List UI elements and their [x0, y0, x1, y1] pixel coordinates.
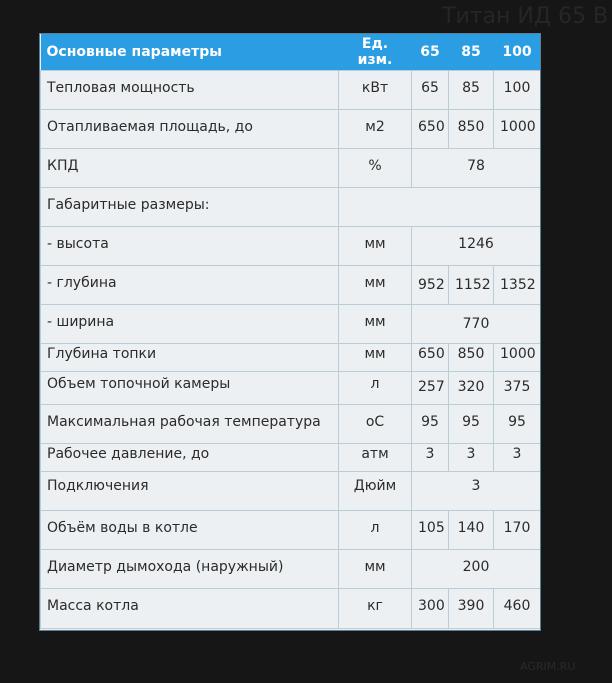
row-unit: мм [339, 550, 412, 589]
row-value-merged: 1246 [412, 227, 541, 266]
table-row [41, 266, 541, 305]
row-name: - ширина [41, 305, 339, 344]
row-value-65: 650 [412, 110, 449, 149]
header-model-85: 85 [449, 34, 494, 71]
row-value-65: 3 [412, 444, 449, 472]
row-name: Габаритные размеры: [41, 188, 339, 227]
table-row [41, 472, 541, 511]
table-row [41, 589, 541, 629]
table-row [41, 188, 541, 227]
background-footer: AGRIM.RU [520, 660, 576, 673]
row-value-merged: 3 [412, 472, 541, 511]
row-unit: оС [339, 405, 412, 444]
row-value-85: 140 [449, 511, 494, 550]
row-value-100: 375 [494, 372, 541, 405]
table-row [41, 405, 541, 444]
row-value-65: 300 [412, 589, 449, 629]
row-name: Глубина топки [41, 344, 339, 372]
row-name: Объем топочной камеры [41, 372, 339, 405]
row-unit: м2 [339, 110, 412, 149]
row-name: Подключения [41, 472, 339, 511]
row-name: Рабочее давление, до [41, 444, 339, 472]
table-row [41, 372, 541, 405]
row-unit: Дюйм [339, 472, 412, 511]
table-row [41, 550, 541, 589]
header-unit: Ед. изм. [339, 34, 412, 71]
row-value-65: 650 [412, 344, 449, 372]
row-value-merged: 770 [412, 305, 541, 344]
header-model-65: 65 [412, 34, 449, 71]
table-row [41, 305, 541, 344]
row-unit: мм [339, 305, 412, 344]
row-name: - глубина [41, 266, 339, 305]
row-value-85: 3 [449, 444, 494, 472]
header-model-100: 100 [494, 34, 541, 71]
row-empty-cell [339, 188, 541, 227]
table-row [41, 344, 541, 372]
row-unit: % [339, 149, 412, 188]
table-row [41, 71, 541, 110]
row-name: КПД [41, 149, 339, 188]
row-unit: л [339, 372, 412, 405]
row-name: Масса котла [41, 589, 339, 629]
row-value-85: 850 [449, 344, 494, 372]
row-value-merged: 78 [412, 149, 541, 188]
row-unit: кВт [339, 71, 412, 110]
row-unit: л [339, 511, 412, 550]
row-unit: кг [339, 589, 412, 629]
row-value-65: 257 [412, 372, 449, 405]
background-title: Титан ИД 65 В [442, 4, 609, 29]
table-row [41, 149, 541, 188]
row-value-100: 460 [494, 589, 541, 629]
row-name: Тепловая мощность [41, 71, 339, 110]
row-value-100: 95 [494, 405, 541, 444]
row-value-65: 105 [412, 511, 449, 550]
row-unit: мм [339, 344, 412, 372]
row-unit: мм [339, 227, 412, 266]
row-name: Отапливаемая площадь, до [41, 110, 339, 149]
row-value-65: 65 [412, 71, 449, 110]
row-value-merged: 200 [412, 550, 541, 589]
row-value-85: 1152 [449, 266, 494, 305]
row-name: Максимальная рабочая температура [41, 405, 339, 444]
row-name: - высота [41, 227, 339, 266]
row-value-100: 1352 [494, 266, 541, 305]
table-header-row [41, 34, 541, 71]
row-name: Объём воды в котле [41, 511, 339, 550]
specs-table-card [39, 33, 541, 631]
row-value-65: 952 [412, 266, 449, 305]
row-value-100: 1000 [494, 344, 541, 372]
specs-table [40, 34, 541, 629]
row-value-85: 85 [449, 71, 494, 110]
row-value-100: 3 [494, 444, 541, 472]
row-value-100: 1000 [494, 110, 541, 149]
row-value-85: 390 [449, 589, 494, 629]
table-row [41, 511, 541, 550]
row-value-100: 100 [494, 71, 541, 110]
row-value-85: 320 [449, 372, 494, 405]
row-unit: атм [339, 444, 412, 472]
row-value-85: 850 [449, 110, 494, 149]
row-value-65: 95 [412, 405, 449, 444]
table-row [41, 444, 541, 472]
row-unit: мм [339, 266, 412, 305]
row-name: Диаметр дымохода (наружный) [41, 550, 339, 589]
row-value-100: 170 [494, 511, 541, 550]
table-row [41, 110, 541, 149]
header-param: Основные параметры [41, 34, 339, 71]
row-value-85: 95 [449, 405, 494, 444]
table-row [41, 227, 541, 266]
